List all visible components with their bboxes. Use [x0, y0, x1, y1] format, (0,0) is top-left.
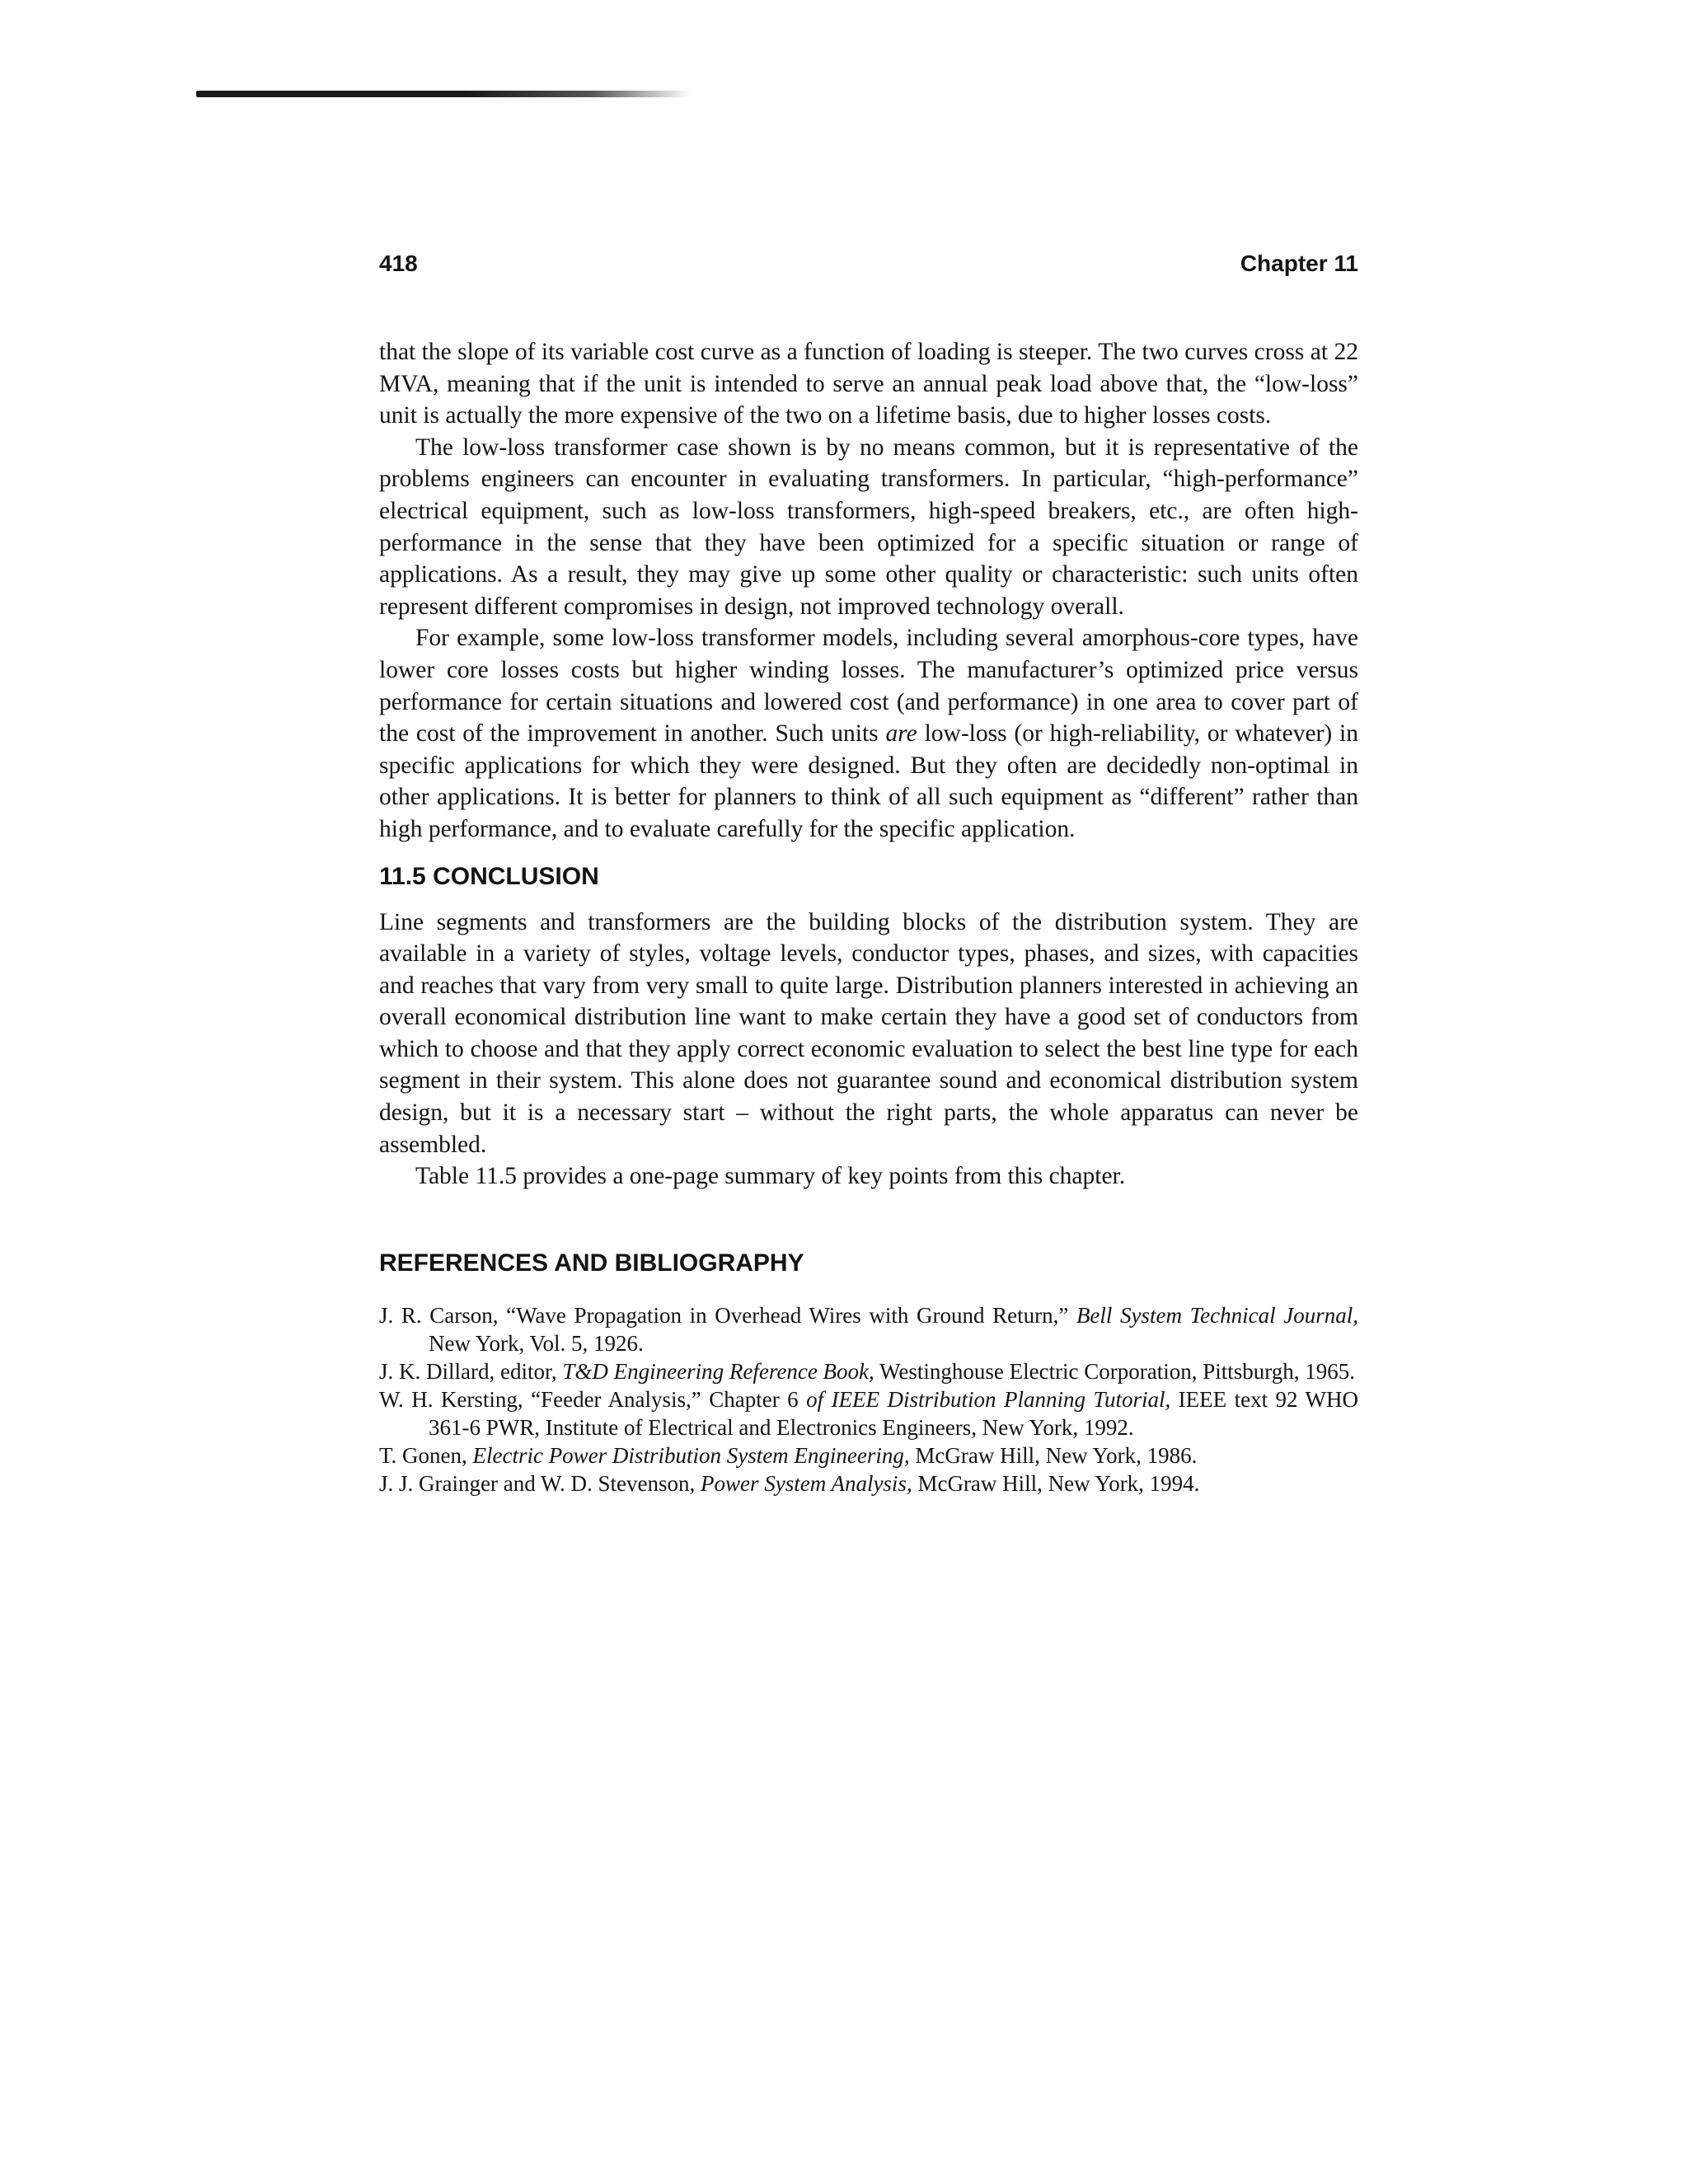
reference-author: W. H. Kersting, “Feeder Analysis,” Chapter 6: [379, 1386, 807, 1412]
page-number: 418: [379, 251, 418, 276]
reference-details: Westinghouse Electric Corporation, Pittsburgh, 1965.: [874, 1358, 1356, 1384]
reference-details: McGraw Hill, New York, 1994.: [912, 1470, 1200, 1496]
reference-item: [379, 1469, 1358, 1497]
paragraph-text: For example, some low-loss transformer models, including several amorphous-core types, have lower core losses costs but higher winding losses. The manufacturer’s optimized price versus performance for certain situations and lowered cost (and performance) in one area to cover part of the cost of the improvement in another. Such units: [379, 625, 1358, 748]
conclusion-paragraph-1: Line segments and transformers are the building blocks of the distribution system. They are available in a variety of styles, voltage levels, conductor types, phases, and sizes, with capacities and reaches that vary from very small to quite large. Distribution planners interested in achieving an overall economical distribution line want to make certain they have a good set of conductors from which to choose and that they apply correct economic evaluation to select the best line type for each segment in their system. This alone does not guarantee sound and economical distribution system design, but it is a necessary start – without the right parts, the whole apparatus can never be assembled.: [379, 908, 1358, 1158]
page-body: [379, 336, 1358, 1497]
paragraph-text: low-loss (or high-reliability, or whatever) in specific applications for which they were designed. But they often are decidedly non-optimal in other applications. It is better for planners to think of all such equipment as “different” rather than high performance, and to evaluate carefully for the specific application.: [379, 720, 1358, 842]
references-heading: REFERENCES AND BIBLIOGRAPHY: [379, 1249, 804, 1277]
reference-author: T. Gonen,: [379, 1442, 473, 1468]
reference-author: J. K. Dillard, editor,: [379, 1358, 563, 1384]
chapter-label: Chapter 11: [1240, 251, 1358, 276]
reference-title: Power System Analysis,: [700, 1470, 912, 1496]
reference-title: T&D Engineering Reference Book,: [562, 1358, 874, 1384]
conclusion-paragraph-2: Table 11.5 provides a one-page summary of key points from this chapter.: [415, 1163, 1126, 1190]
references-list: [379, 1301, 1358, 1497]
reference-title: Bell System Technical Journal,: [1076, 1302, 1358, 1328]
reference-item: [379, 1357, 1358, 1385]
reference-details: McGraw Hill, New York, 1986.: [909, 1442, 1198, 1468]
body-paragraph-2: The low-loss transformer case shown is by no means common, but it is representative of the problems engineers can encounter in evaluating transformers. In particular, “high-performance” electrical equipment, such as low-loss transformers, high-speed breakers, etc., are often high-performance in the sense that they have been optimized for a specific situation or range of applications. As a result, they may give up some other quality or characteristic: such units often represent different compromises in design, not improved technology overall.: [379, 434, 1358, 620]
emphasis-text: are: [885, 720, 917, 748]
reference-title: Electric Power Distribution System Engineering,: [472, 1442, 910, 1468]
body-paragraph-3: [379, 622, 1358, 845]
reference-details: IEEE text 92 WHO 361-6 PWR, Institute of Electrical and Electronics Engineers, New York, 1992.: [429, 1386, 1358, 1440]
reference-item: [379, 1441, 1358, 1469]
body-paragraph-1: that the slope of its variable cost curve as a function of loading is steeper. The two curves cross at 22 MVA, meaning that if the unit is intended to serve an annual peak load above that, the “low-loss” unit is actually the more expensive of the two on a lifetime basis, due to higher losses costs.: [379, 339, 1358, 429]
reference-title: of IEEE Distribution Planning Tutorial,: [806, 1386, 1171, 1412]
top-rule: [196, 91, 691, 97]
running-head: [379, 251, 1358, 287]
reference-item: [379, 1301, 1358, 1357]
reference-item: [379, 1385, 1358, 1441]
reference-author: J. J. Grainger and W. D. Stevenson,: [379, 1470, 701, 1496]
reference-author: J. R. Carson, “Wave Propagation in Overhead Wires with Ground Return,”: [379, 1302, 1076, 1328]
reference-details: New York, Vol. 5, 1926.: [429, 1330, 644, 1356]
conclusion-heading: 11.5 CONCLUSION: [379, 862, 599, 890]
